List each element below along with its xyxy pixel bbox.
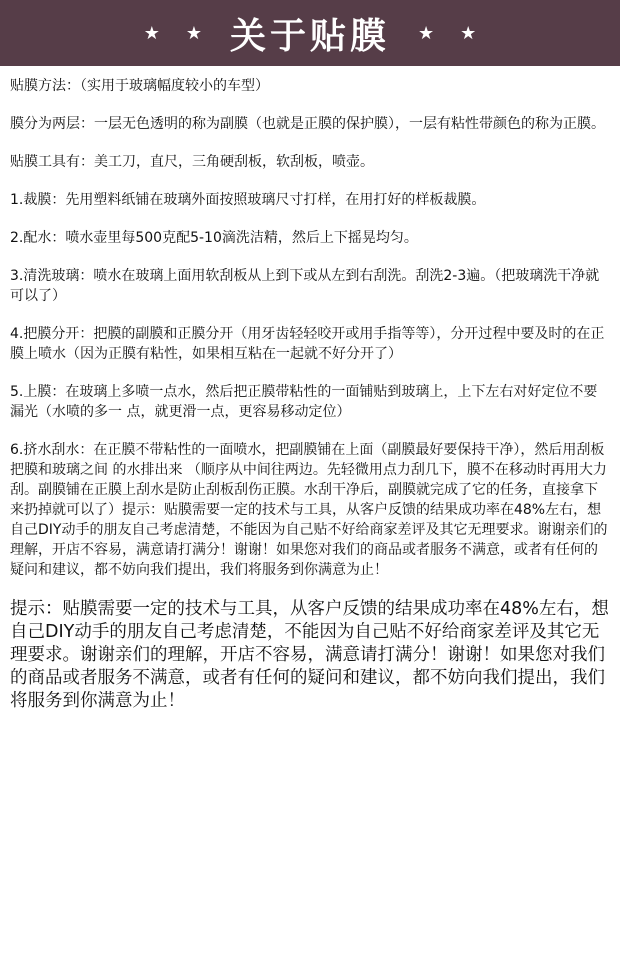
star-icon: ★: [418, 22, 435, 44]
left-stars: [144, 23, 202, 44]
step-cut-film: 1.裁膜：先用塑料纸铺在玻璃外面按照玻璃尺寸打样，在用打好的样板裁膜。: [10, 192, 486, 208]
star-icon: ★: [143, 22, 160, 44]
step-separate-film: 4.把膜分开：把膜的副膜和正膜分开（用牙齿轻轻咬开或用手指等等），分开过程中要及时的在正膜上喷水（因为正膜有粘性，如果相互粘在一起就不好分开了）: [10, 326, 605, 362]
instructions-body: [0, 66, 620, 713]
step-squeegee: 6.挤水刮水：在正膜不带粘性的一面喷水，把副膜铺在上面（副膜最好要保持干净），然后用刮板把膜和玻璃之间 的水排出来 （顺序从中间往两边。先轻微用点力刮几下，膜不在移动时再用大力刮。副膜铺在正膜上刮水是防止刮板刮伤正膜。水刮干净后，副膜就完成了它的任务，直接拿下来扔掉就可以了）提示：贴膜需要一定的技术与工具，从客户反馈的结果成功率在48%左右，想自己DIY动手的朋友自己考虑清楚，不能因为自己贴不好给商家差评及其它无理要求。谢谢亲们的理解，开店不容易，满意请打满分！谢谢！如果您对我们的商品或者服务不满意，或者有任何的疑问和建议，都不妨向我们提出，我们将服务到你满意为止！: [10, 442, 608, 578]
notice-paragraph: 提示：贴膜需要一定的技术与工具，从客户反馈的结果成功率在48%左右，想自己DIY动手的朋友自己考虑清楚，不能因为自己贴不好给商家差评及其它无理要求。谢谢亲们的理解，开店不容易，满意请打满分！谢谢！如果您对我们的商品或者服务不满意，或者有任何的疑问和建议，都不妨向我们提出，我们将服务到你满意为止！: [10, 599, 609, 711]
star-icon: ★: [460, 22, 477, 44]
right-stars: [418, 23, 476, 44]
paragraph-layers: 膜分为两层：一层无色透明的称为副膜（也就是正膜的保护膜），一层有粘性带颜色的称为正膜。: [10, 116, 605, 132]
title-banner: [0, 0, 620, 66]
star-icon: ★: [185, 22, 202, 44]
paragraph-method: 贴膜方法：（实用于玻璃幅度较小的车型）: [10, 78, 269, 94]
step-clean-glass: 3.清洗玻璃：喷水在玻璃上面用软刮板从上到下或从左到右刮洗。刮洗2-3遍。（把玻璃洗干净就可以了）: [10, 268, 600, 304]
step-mix-water: 2.配水：喷水壶里每500克配5-10滴洗洁精，然后上下摇晃均匀。: [10, 230, 418, 246]
paragraph-tools: 贴膜工具有：美工刀，直尺，三角硬刮板，软刮板，喷壶。: [10, 154, 374, 170]
step-apply-film: 5.上膜：在玻璃上多喷一点水，然后把正膜带粘性的一面铺贴到玻璃上，上下左右对好定位不要漏光（水喷的多一 点，就更滑一点，更容易移动定位）: [10, 384, 598, 420]
page-title: 关于贴膜: [229, 15, 390, 57]
